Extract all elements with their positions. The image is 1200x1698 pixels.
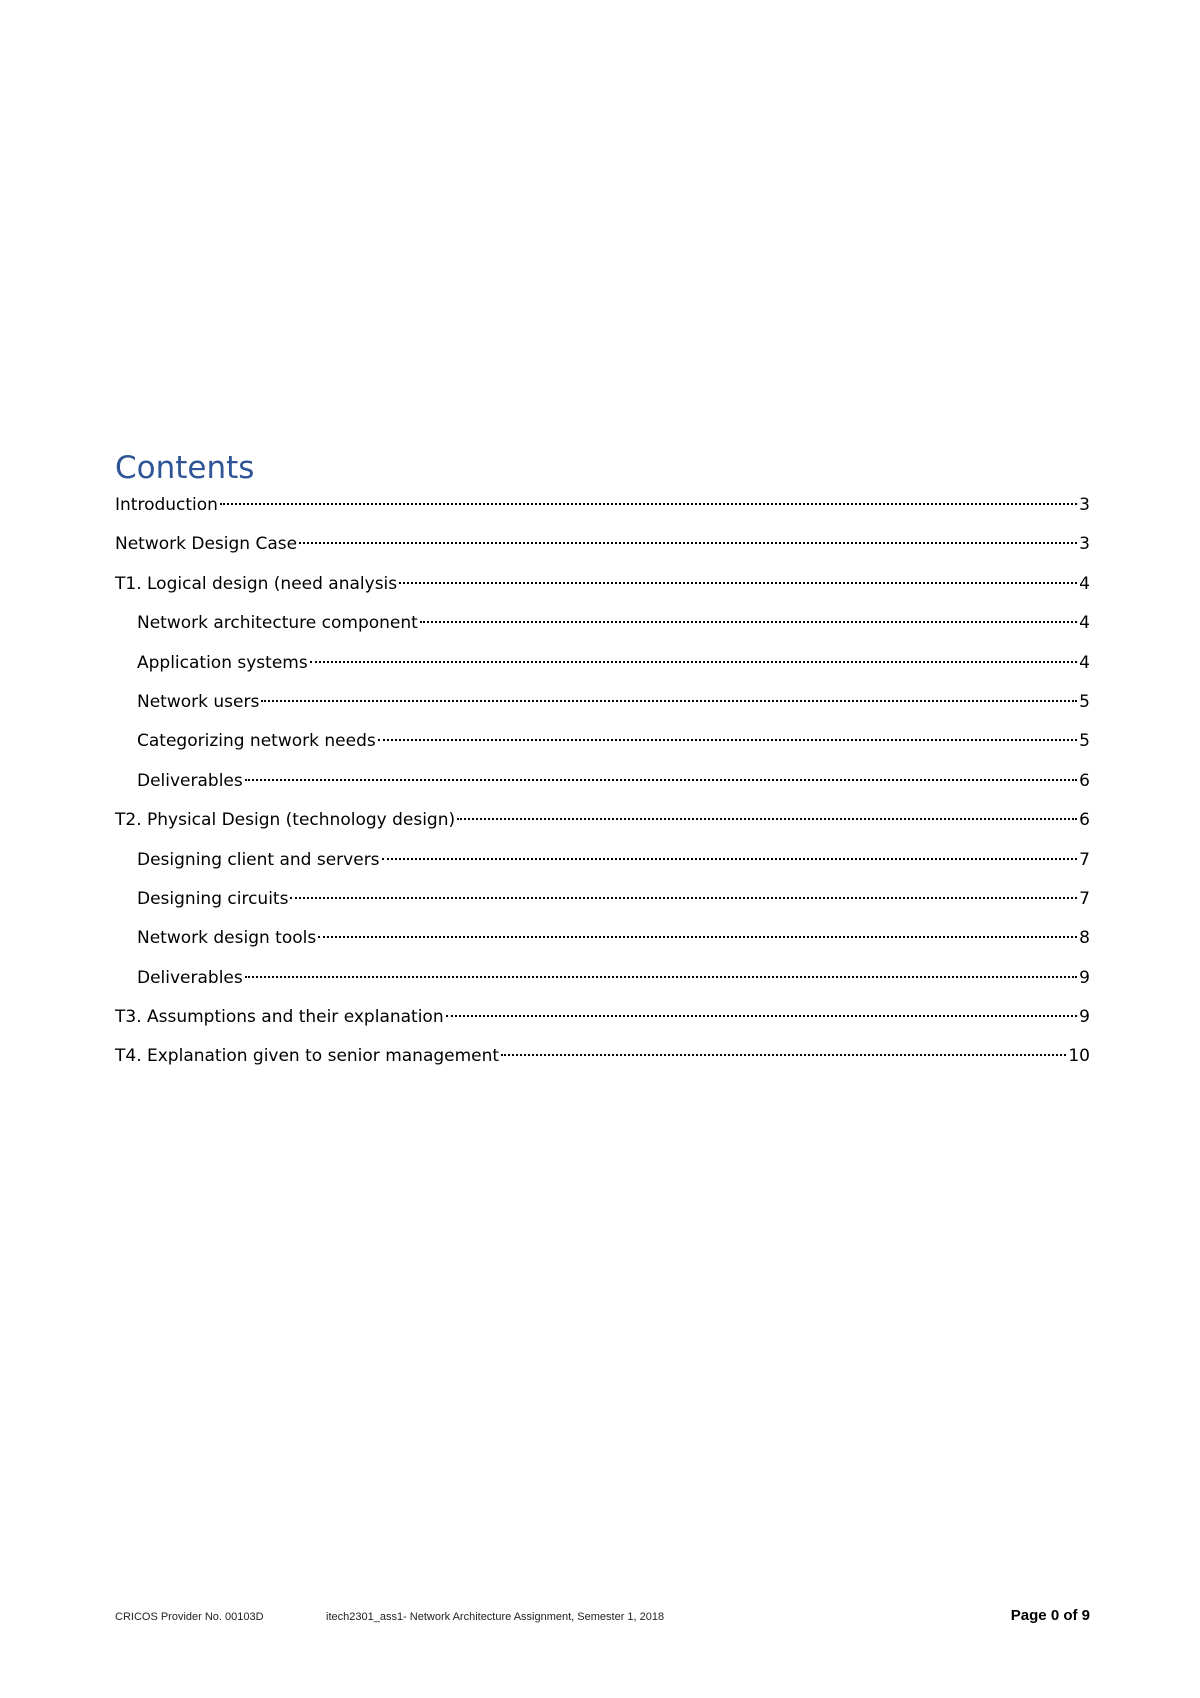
toc-entry-page: 8 [1079,928,1090,949]
toc-entry-deliverables-t2[interactable] [115,963,1090,1002]
toc-entry-title: Network architecture component [137,613,418,634]
footer-page-number: Page 0 of 9 [1010,1607,1090,1624]
footer-course: itech2301_ass1- Network Architecture Assignment, Semester 1, 2018 [326,1611,665,1623]
toc-entry-page: 9 [1079,967,1090,988]
toc-entry-page: 4 [1079,613,1090,634]
toc-leader-dots [245,779,1077,781]
toc-entry-deliverables-t1[interactable] [115,766,1090,805]
toc-entry-network-design-case[interactable] [115,529,1090,568]
toc-leader-dots [399,582,1077,584]
toc-entry-page: 6 [1079,810,1090,831]
toc-entry-page: 4 [1079,573,1090,594]
toc-leader-dots [318,936,1077,938]
toc-entry-t1-logical-design[interactable] [115,569,1090,608]
toc-entry-t4-explanation[interactable] [115,1041,1090,1080]
toc-leader-dots [299,542,1077,544]
toc-leader-dots [457,818,1077,820]
toc-entry-categorizing-network-needs[interactable] [115,726,1090,765]
toc-entry-title: T1. Logical design (need analysis [115,573,398,594]
toc-leader-dots [290,897,1077,899]
toc-entry-page: 4 [1079,652,1090,673]
page-footer [115,1607,1090,1627]
toc-entry-page: 6 [1079,770,1090,791]
toc-entry-page: 9 [1079,1007,1090,1028]
toc-entry-network-architecture-component[interactable] [115,608,1090,647]
toc-entry-page: 3 [1079,534,1090,555]
toc-entry-title: Network users [137,691,260,712]
toc-entry-network-design-tools[interactable] [115,923,1090,962]
toc-entry-title: Introduction [115,495,218,515]
toc-leader-dots [420,621,1077,623]
toc-entry-title: Designing client and servers [137,849,380,870]
toc-heading: Contents [115,450,255,486]
toc-entry-title: Deliverables [137,967,243,988]
toc-entry-t3-assumptions[interactable] [115,1002,1090,1041]
toc-entry-title: Network design tools [137,928,317,949]
toc-entry-t2-physical-design[interactable] [115,805,1090,844]
toc-entry-title: Designing circuits [137,888,289,909]
toc-entry-title: T2. Physical Design (technology design) [115,810,456,831]
toc-entry-title: Application systems [137,652,308,673]
toc-entry-title: Categorizing network needs [137,731,376,752]
toc-entry-page: 5 [1079,731,1090,752]
toc-leader-dots [382,858,1078,860]
toc-entry-page: 7 [1079,888,1090,909]
toc-entry-title: T4. Explanation given to senior management [115,1046,500,1067]
toc-entry-title: T3. Assumptions and their explanation [115,1007,444,1028]
toc-leader-dots [378,739,1077,741]
toc-entry-page: 3 [1079,495,1090,515]
toc-leader-dots [220,503,1077,505]
toc-leader-dots [310,661,1077,663]
toc-entry-application-systems[interactable] [115,648,1090,687]
toc-entry-title: Deliverables [137,770,243,791]
toc-leader-dots [501,1054,1066,1056]
toc-entry-designing-client-and-servers[interactable] [115,845,1090,884]
toc-leader-dots [446,1015,1078,1017]
toc-entry-title: Network Design Case [115,534,298,555]
toc-entry-page: 5 [1079,691,1090,712]
toc-entry-page: 7 [1079,849,1090,870]
table-of-contents [115,490,1090,1081]
toc-leader-dots [261,700,1077,702]
toc-entry-introduction[interactable] [115,490,1090,529]
toc-entry-page: 10 [1068,1046,1090,1067]
footer-provider: CRICOS Provider No. 00103D [115,1611,264,1623]
toc-leader-dots [245,976,1077,978]
toc-entry-designing-circuits[interactable] [115,884,1090,923]
toc-entry-network-users[interactable] [115,687,1090,726]
